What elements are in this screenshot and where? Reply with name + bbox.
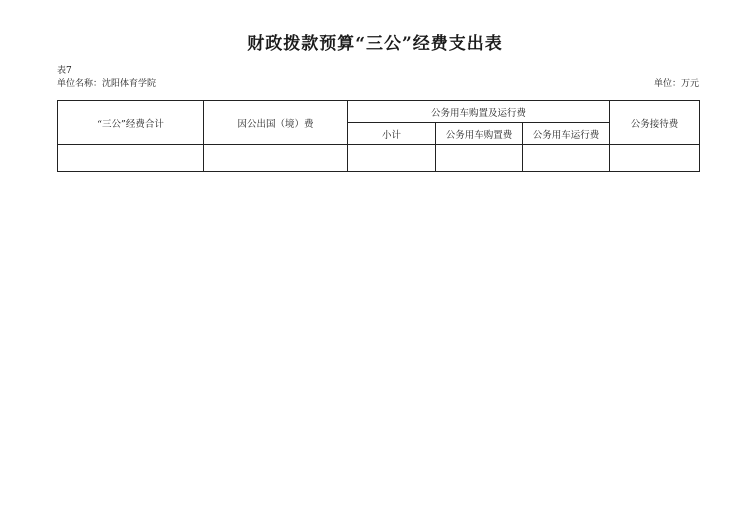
sangong-expense-table xyxy=(57,100,700,172)
cell-sangong-total xyxy=(58,145,204,172)
header-vehicle-group: 公务用车购置及运行费 xyxy=(348,101,610,123)
cell-vehicle-purchase xyxy=(436,145,523,172)
unit-of-measure-label: 单位：万元 xyxy=(653,79,699,89)
cell-reception-fee xyxy=(610,145,700,172)
page-title: 财政拨款预算“三公”经费支出表 xyxy=(247,34,503,54)
header-sangong-total: “三公”经费合计 xyxy=(58,101,204,145)
header-row-1 xyxy=(58,101,700,123)
unit-name-label: 单位名称：沈阳体育学院 xyxy=(57,79,157,89)
table-meta-row xyxy=(57,79,699,90)
header-reception-fee: 公务接待费 xyxy=(610,101,700,145)
header-vehicle-operation: 公务用车运行费 xyxy=(523,123,610,145)
header-abroad-fee: 因公出国（境）费 xyxy=(204,101,348,145)
cell-vehicle-subtotal xyxy=(348,145,436,172)
table-number-label: 表7 xyxy=(57,66,72,76)
header-vehicle-purchase: 公务用车购置费 xyxy=(436,123,523,145)
table-row xyxy=(58,145,700,172)
header-vehicle-subtotal: 小计 xyxy=(348,123,436,145)
cell-abroad-fee xyxy=(204,145,348,172)
cell-vehicle-operation xyxy=(523,145,610,172)
